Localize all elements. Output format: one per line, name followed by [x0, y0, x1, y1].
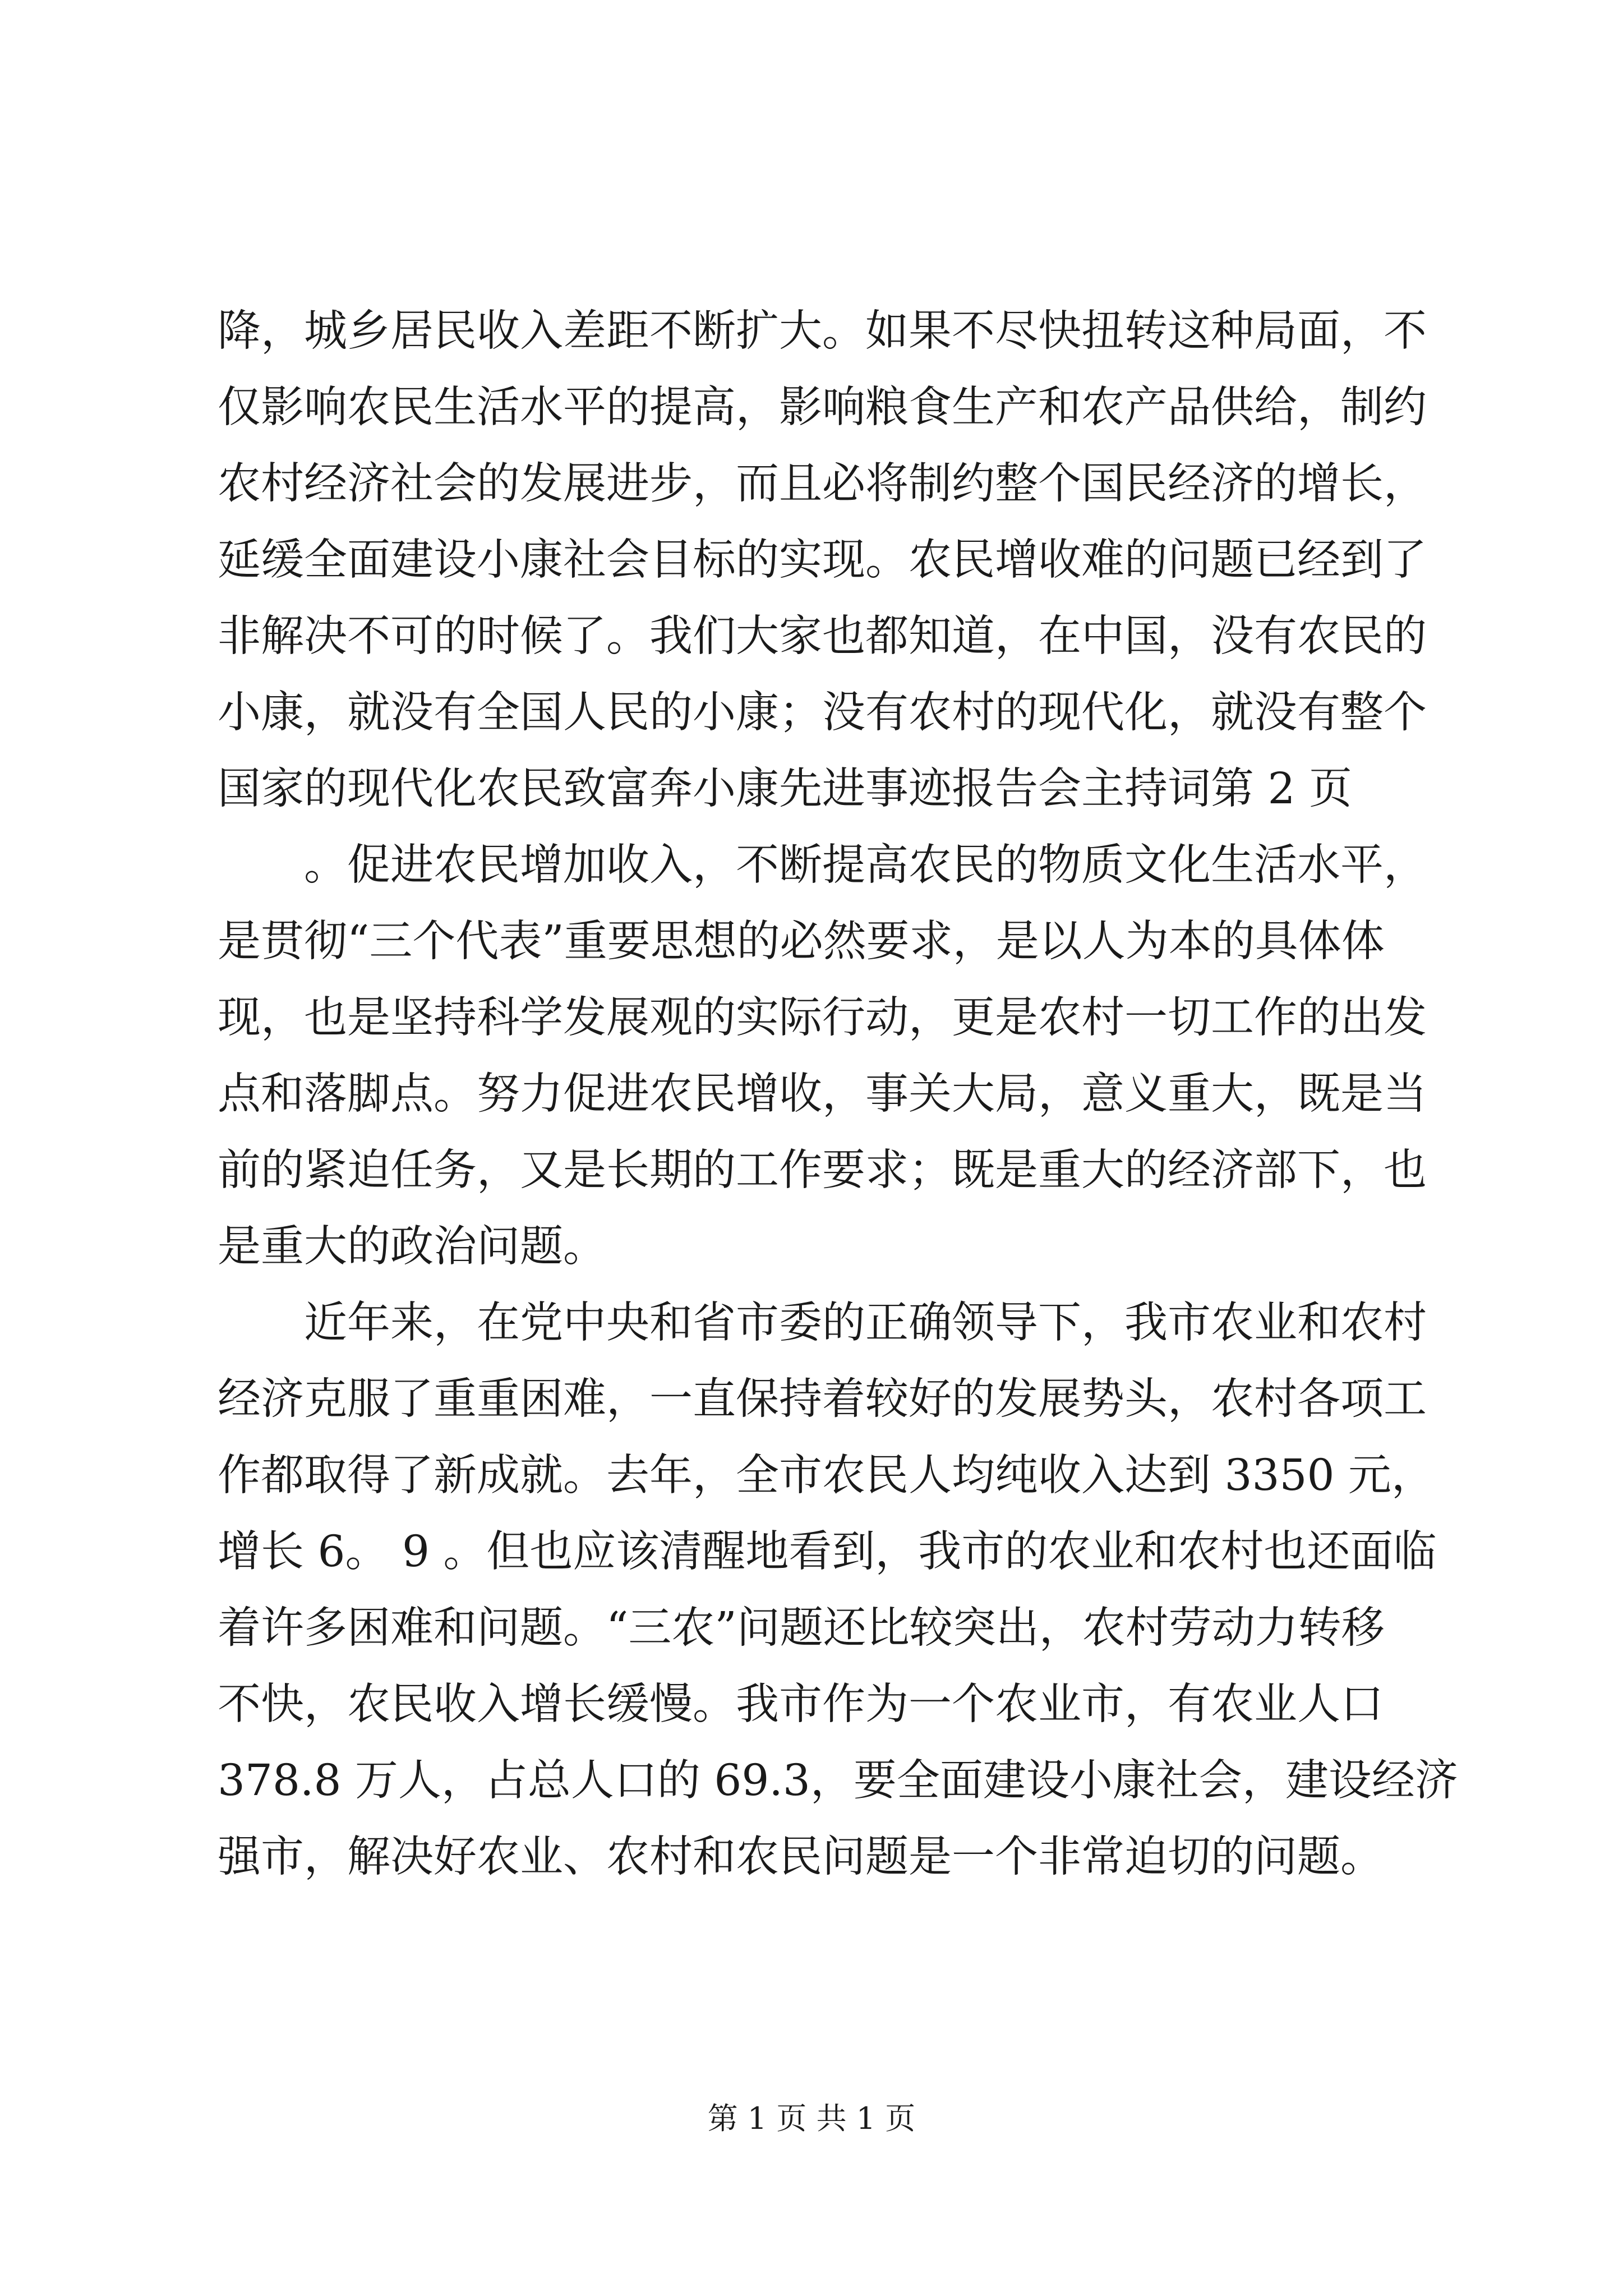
text-line: 小康，就没有全国人民的小康；没有农村的现代化，就没有整个	[218, 688, 1427, 738]
text-line: 延缓全面建设小康社会目标的实现。农民增收难的问题已经到了	[218, 535, 1427, 585]
text-line: 强市，解决好农业、农村和农民问题是一个非常迫切的问题。	[218, 1832, 1384, 1882]
text-line: 不快，农民收入增长缓慢。我市作为一个农业市，有农业人口	[218, 1680, 1384, 1729]
body-text	[218, 293, 1458, 1895]
text-line: 增长 6。 9 。但也应该清醒地看到，我市的农业和农村也还面临	[218, 1527, 1437, 1577]
text-line: 降，城乡居民收入差距不断扩大。如果不尽快扭转这种局面，不	[218, 306, 1427, 356]
text-line: 点和落脚点。努力促进农民增收，事关大局，意义重大，既是当	[218, 1069, 1427, 1119]
page-footer	[0, 2099, 1623, 2138]
text-line: 近年来，在党中央和省市委的正确领导下，我市农业和农村	[218, 1298, 1427, 1348]
text-line: 是重大的政治问题。	[218, 1222, 606, 1272]
text-line: 前的紧迫任务，又是长期的工作要求；既是重大的经济部下，也	[218, 1145, 1427, 1195]
page-number-label: 第 1 页 共 1 页	[707, 2101, 916, 2136]
text-line: 经济克服了重重困难，一直保持着较好的发展势头，农村各项工	[218, 1374, 1427, 1424]
text-line: 现，也是坚持科学发展观的实际行动，更是农村一切工作的出发	[218, 993, 1427, 1043]
text-line: 仅影响农民生活水平的提高，影响粮食生产和农产品供给，制约	[218, 383, 1427, 432]
text-line: 是贯彻“三个代表”重要思想的必然要求，是以人为本的具体体	[218, 917, 1385, 967]
text-line: 农村经济社会的发展进步，而且必将制约整个国民经济的增长，	[218, 459, 1427, 509]
text-line: 378.8 万人，占总人口的 69.3，要全面建设小康社会，建设经济	[218, 1756, 1458, 1806]
text-line: 作都取得了新成就。去年，全市农民人均纯收入达到 3350 元，	[218, 1451, 1435, 1501]
text-line: 国家的现代化农民致富奔小康先进事迹报告会主持词第 2 页	[218, 764, 1352, 814]
text-line: 着许多困难和问题。“三农”问题还比较突出，农村劳动力转移	[218, 1603, 1385, 1653]
text-line: 非解决不可的时候了。我们大家也都知道，在中国，没有农民的	[218, 611, 1427, 661]
text-line: 。促进农民增加收入，不断提高农民的物质文化生活水平，	[218, 840, 1427, 890]
